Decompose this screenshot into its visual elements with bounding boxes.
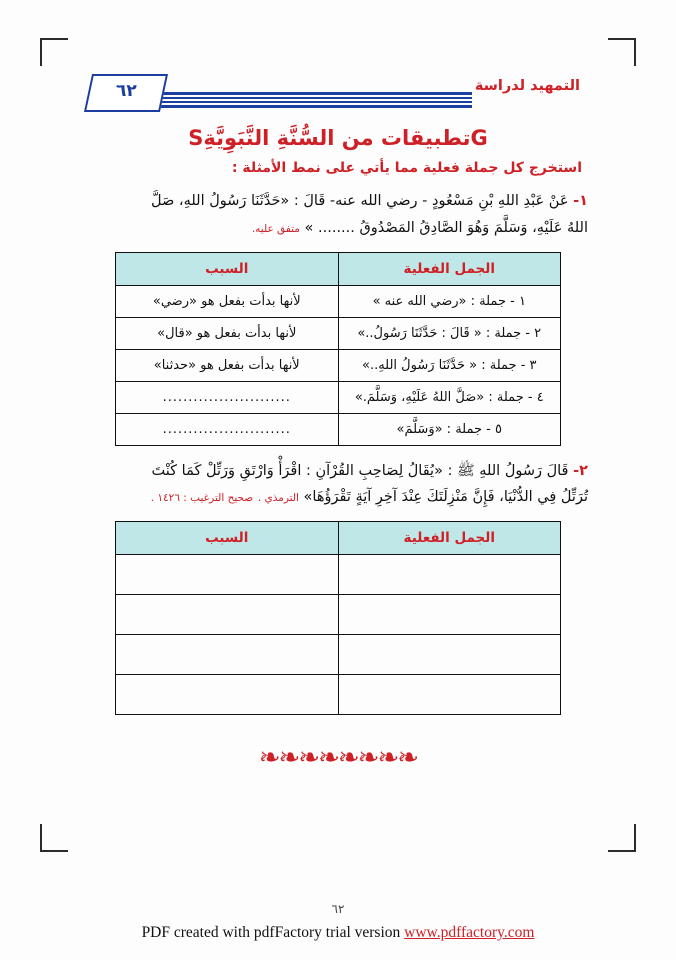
- table1-cell-reason: .........................: [116, 413, 339, 445]
- table2-cell-sentence[interactable]: [338, 635, 561, 675]
- question-2-number: ٢-: [573, 462, 588, 479]
- answers-table-1: [115, 252, 561, 446]
- table1-cell-sentence: ٥ - جملة : «وَسَلَّمَ»: [338, 413, 561, 445]
- title-ornament-start: G: [470, 126, 488, 150]
- page-number: ٦٢: [116, 81, 137, 101]
- table2-cell-reason[interactable]: [116, 595, 339, 635]
- crop-mark-bottom-right: [608, 824, 636, 852]
- table1-cell-sentence: ٣ - جملة : « حَدَّثَنَا رَسُولُ اللهِ..»: [338, 349, 561, 381]
- question-1-line-1: عَنْ عَبْدِ اللهِ بْنِ مَسْعُودٍ - رضي الله عنه- قَالَ : «حَدَّثَنَا رَسُولُ اللهِ، صَلَّ: [151, 193, 569, 209]
- pdffactory-link[interactable]: www.pdffactory.com: [404, 924, 535, 941]
- question-1-number: ١-: [573, 193, 588, 209]
- page-number-badge: [84, 74, 168, 112]
- table-row: [116, 381, 561, 413]
- table2-cell-sentence[interactable]: [338, 675, 561, 715]
- table-row: [116, 635, 561, 675]
- question-2-line-2: تُرَتِّلُ فِي الدُّنْيَا، فَإِنَّ مَنْزِلَتَكَ عِنْدَ آخِرِ آيَةٍ تَقْرَؤُهَا»: [303, 489, 588, 506]
- page-header: [64, 74, 612, 114]
- page-title: [88, 126, 588, 150]
- table-header-row: [116, 252, 561, 285]
- table1-header-sentences: الجمل الفعلية: [338, 252, 561, 285]
- page-title-text: تطبيقات من السُّنَّةِ النَّبَوِيَّةِ: [203, 126, 471, 150]
- question-1-line-2: اللهُ عَلَيْهِ، وَسَلَّمَ وَهُوَ الصَّادِقُ المَصْدُوقُ ........ »: [304, 219, 588, 236]
- table2-cell-sentence[interactable]: [338, 595, 561, 635]
- table1-cell-sentence: ٤ - جملة : «صَلَّ اللهُ عَلَيْهِ، وَسَلَّمَ.»: [338, 381, 561, 413]
- table1-cell-reason: لأنها بدأت بفعل هو «حدثنا»: [116, 349, 339, 381]
- question-2-source-name: الترمذي .: [257, 492, 299, 505]
- table1-cell-sentence: ١ - جملة : «رضي الله عنه »: [338, 285, 561, 317]
- table1-header-reason: السبب: [116, 252, 339, 285]
- question-2: [88, 458, 588, 512]
- title-ornament-end: S: [188, 126, 204, 150]
- table1-cell-reason: لأنها بدأت بفعل هو «قال»: [116, 317, 339, 349]
- question-2-line-1: قَالَ رَسُولُ اللهِ ﷺ : «يُقَالُ لِصَاحِبِ القُرْآنِ : اقْرَأْ وَارْتَقِ وَرَتِّلْ كَمَا كُنْتَ: [151, 462, 569, 479]
- question-2-source-ref: صحيح الترغيب : ١٤٢٦ .: [150, 492, 254, 505]
- table2-cell-reason[interactable]: [116, 635, 339, 675]
- exercise-instruction: استخرج كل جملة فعلية مما يأتي على نمط الأمثلة :: [231, 160, 582, 176]
- header-title: التمهيد لدراسة: [474, 78, 580, 94]
- footer-text: PDF created with pdfFactory trial version: [141, 924, 405, 941]
- crop-mark-bottom-left: [40, 824, 68, 852]
- table-row: [116, 413, 561, 445]
- crop-mark-top-right: [608, 38, 636, 66]
- table1-cell-reason: .........................: [116, 381, 339, 413]
- table-header-row: [116, 522, 561, 555]
- page-content: [88, 120, 588, 775]
- table-row: [116, 675, 561, 715]
- decorative-ornament: ❧❧❧❧❧❧❧❧: [258, 743, 418, 774]
- crop-mark-top-left: [40, 38, 68, 66]
- question-1: [88, 188, 588, 242]
- table-row: [116, 349, 561, 381]
- question-1-source: متفق عليه.: [251, 222, 300, 235]
- footer-page-number: ٦٢: [331, 902, 345, 916]
- table2-header-sentences: الجمل الفعلية: [338, 522, 561, 555]
- table2-cell-sentence[interactable]: [338, 555, 561, 595]
- table2-header-reason: السبب: [116, 522, 339, 555]
- pdf-trial-footer: [0, 924, 676, 942]
- table-row: [116, 595, 561, 635]
- table-row: [116, 317, 561, 349]
- table2-cell-reason[interactable]: [116, 555, 339, 595]
- table-row: [116, 555, 561, 595]
- answers-table-2[interactable]: [115, 521, 561, 715]
- table-row: [116, 285, 561, 317]
- table1-cell-sentence: ٢ - جملة : « قَالَ : حَدَّثَنَا رَسُولُ..»: [338, 317, 561, 349]
- table2-cell-reason[interactable]: [116, 675, 339, 715]
- table1-cell-reason: لأنها بدأت بفعل هو «رضي»: [116, 285, 339, 317]
